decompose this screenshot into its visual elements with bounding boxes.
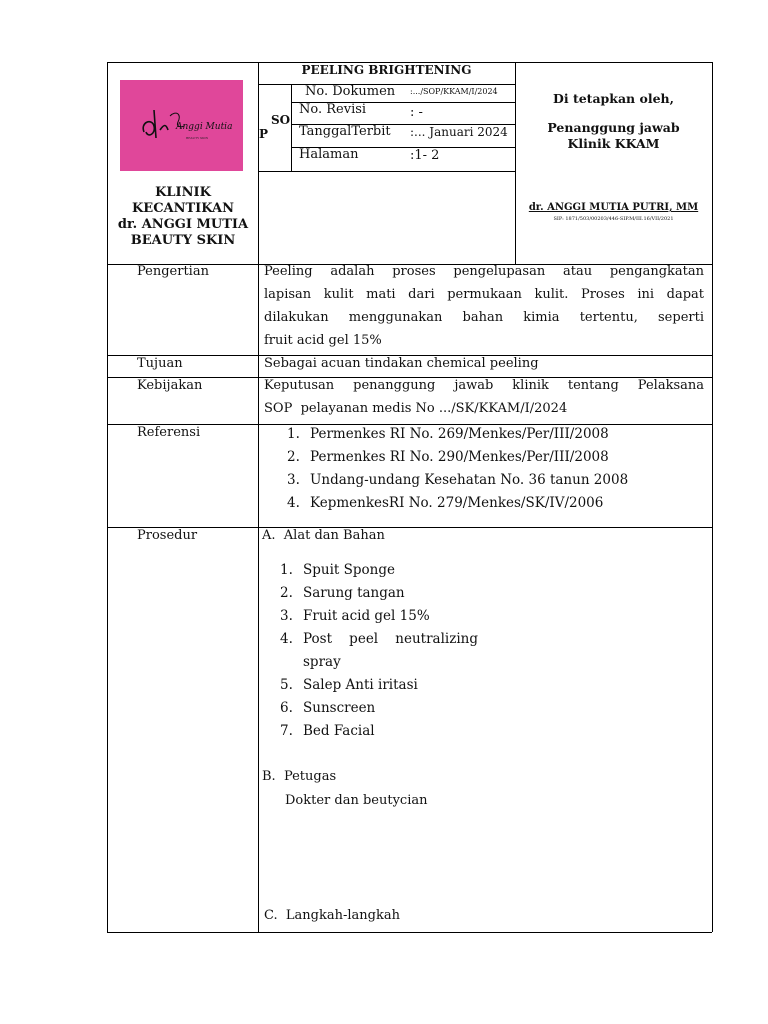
prosedur-c-title: C. Langkah-langkah — [264, 908, 400, 923]
prosedur-b-text: Dokter dan beutycian — [285, 793, 428, 808]
clinic-name-line-3: dr. ANGGI MUTIA — [117, 217, 249, 232]
approval-block — [515, 90, 712, 152]
document-title: PEELING BRIGHTENING — [301, 63, 472, 77]
clinic-name-line-1: KLINIK — [155, 185, 211, 200]
revision-label: No. Revisi — [299, 102, 367, 117]
clinic-logo — [120, 80, 243, 171]
sop-column-divider — [291, 84, 292, 171]
pengertian-line-2: lapisan kulit mati dari permukaan kulit. Proses ini dapat — [264, 287, 704, 302]
sop-label-part-2: P — [259, 127, 269, 141]
label-pengertian: Pengertian — [137, 264, 209, 279]
pengertian-line-4: fruit acid gel 15% — [264, 333, 382, 348]
issue-date-label: TanggalTerbit — [299, 124, 391, 139]
approval-set-by: Di tetapkan oleh, — [553, 91, 674, 106]
pengertian-line-1: Peeling adalah proses pengelupasan atau pengangkatan — [264, 264, 704, 279]
prosedur-a-title: A. Alat dan Bahan — [262, 528, 385, 543]
issue-date-value: :... Januari 2024 — [410, 125, 508, 139]
prosedur-b-title: B. Petugas — [262, 769, 337, 784]
header-divider-logo — [258, 62, 259, 932]
doc-row-line-4 — [258, 171, 515, 172]
table-bottom-border — [107, 932, 712, 933]
approval-role-line-1: Penanggung jawab — [547, 120, 680, 135]
page-value: :1- 2 — [410, 148, 440, 163]
approval-role-line-2: Klinik KKAM — [567, 136, 660, 151]
clinic-name — [108, 185, 258, 249]
label-prosedur: Prosedur — [137, 528, 198, 543]
page-label: Halaman — [299, 147, 359, 162]
pengertian-line-3: dilakukan menggunakan bahan kimia tertentu, seperti — [264, 310, 704, 325]
table-right-border — [712, 62, 713, 932]
label-referensi: Referensi — [137, 425, 201, 440]
doc-number-value: :.../SOP/KKAM/I/2024 — [410, 87, 498, 96]
label-tujuan: Tujuan — [137, 356, 183, 371]
approver-name: dr. ANGGI MUTIA PUTRI, MM — [528, 202, 699, 213]
row-line-prosedur — [107, 527, 712, 528]
approver-sip: SIP: 1871/503/00203/446-SIP.M/III.16/VII/2021 — [553, 216, 674, 222]
label-kebijakan: Kebijakan — [137, 378, 203, 393]
tujuan-text: Sebagai acuan tindakan chemical peeling — [264, 356, 539, 371]
kebijakan-line-2: SOP pelayanan medis No .../SK/KKAM/I/2024 — [264, 401, 568, 416]
logo-tagline: BEAUTY SKIN — [186, 136, 209, 140]
logo-script-text: Anggi Mutia — [176, 122, 233, 132]
doc-number-label: No. Dokumen — [305, 84, 396, 99]
clinic-name-line-4: BEAUTY SKIN — [130, 233, 236, 248]
kebijakan-line-1: Keputusan penanggung jawab klinik tentang Pelaksana — [264, 378, 704, 393]
clinic-name-line-2: KECANTIKAN — [131, 201, 235, 216]
sop-label-part-1: SO — [271, 113, 291, 127]
revision-value: : - — [410, 105, 423, 120]
